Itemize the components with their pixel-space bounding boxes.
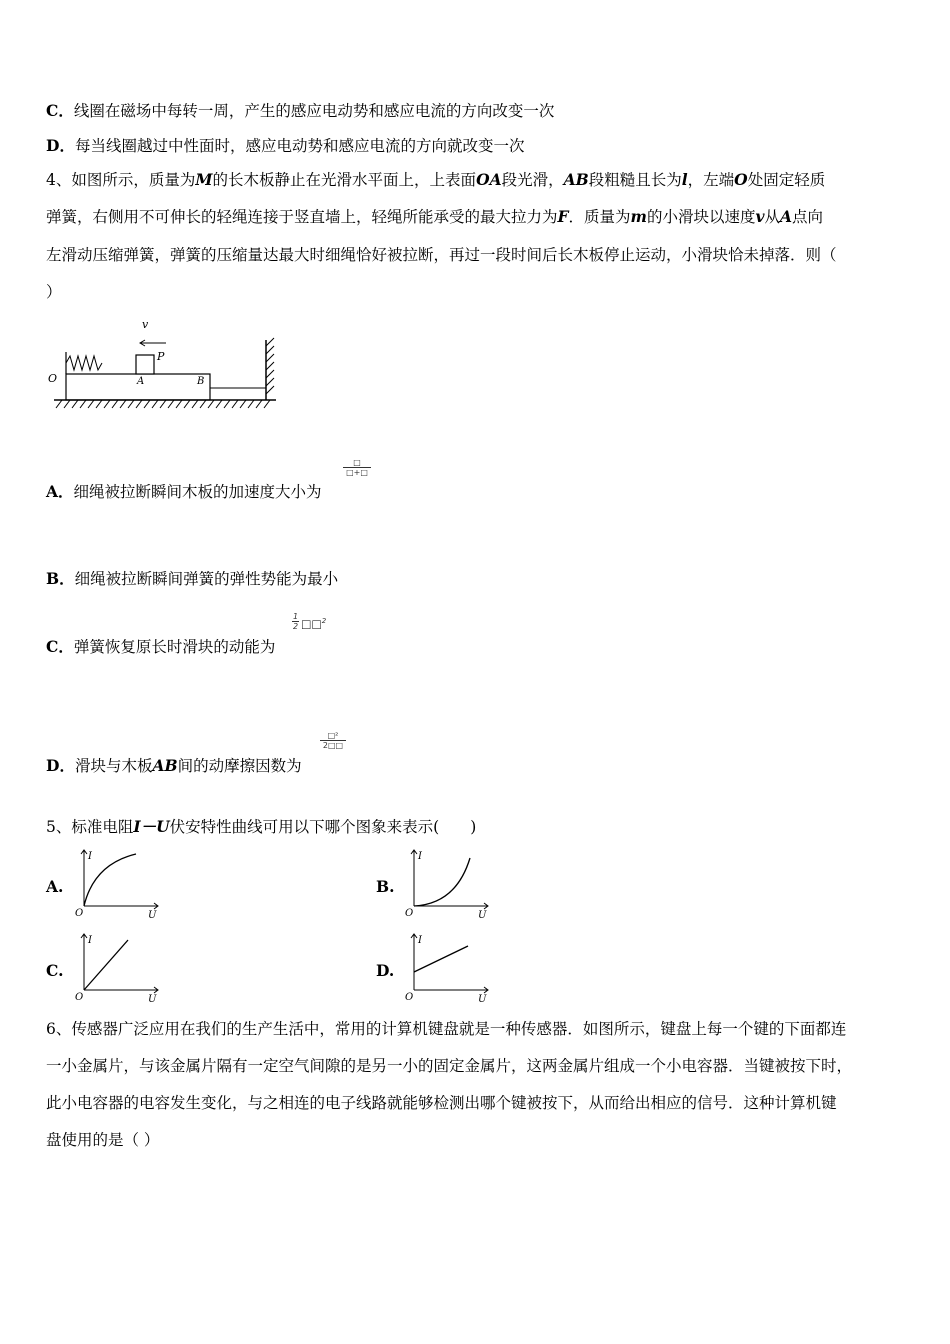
q5-graph-b [402,846,494,918]
q4-option-d-label: D． [46,756,75,775]
q4-text: ．质量为 [568,208,631,226]
q5-var-iu: I－U [133,817,170,836]
q4-option-c [46,637,275,657]
label-i: I [418,935,422,946]
q6-stem-line-2: 一小金属片，与该金属片隔有一定空气间隙的是另一小的固定金属片，这两金属片组成一个小电容器．当键被按下时， [46,1057,853,1075]
spring [66,356,102,370]
label-u: U [148,910,157,918]
q4-spring-board-figure [44,312,284,416]
slider-block [136,355,154,374]
label-i: I [88,851,92,862]
q4-text: ，左端 [687,171,735,189]
q4-var-F: F [557,207,569,226]
fraction-denominator: 2□□ [320,740,346,750]
q4-option-d-text: 间的动摩擦因数为 [177,757,302,775]
label-b: B [197,376,205,387]
label-o: O [48,372,58,385]
q4-option-c-label: C． [46,637,74,656]
iu-line [414,946,468,972]
q4-var-m: m [630,207,647,226]
q4-var-O: O [734,170,748,189]
label-o: O [405,992,414,1002]
q5-option-a-label: A. [46,877,64,896]
q4-text: 点向 [792,208,824,226]
q5-option-c-label: C. [46,961,64,980]
q5-option-d-label: D. [376,961,395,980]
q5-option-b-label: B. [376,877,395,896]
q6-stem-line-3: 此小电容器的电容发生变化，与之相连的电子线路就能够检测出哪个键被按下，从而给出相应的信号．这种计算机键 [46,1094,837,1112]
q4-option-c-symbols [301,617,326,631]
q4-stem-line-3: 左滑动压缩弹簧，弹簧的压缩量达最大时细绳恰好被拉断，再过一段时间后长木板停止运动，小滑块恰未掉落．则（ [46,246,837,264]
q3-option-c-label: C． [46,101,74,120]
q4-stem-line-2 [46,207,823,227]
label-p: P [157,350,165,363]
q4-var-M: M [195,170,213,189]
q5-graph-d [402,930,494,1002]
q3-option-d [46,136,524,156]
q4-option-a-text: 细绳被拉断瞬间木板的加速度大小为 [73,483,322,501]
q4-text: 弹簧，右侧用不可伸长的轻绳连接于竖直墙上，轻绳所能承受的最大拉力为 [46,208,558,226]
q4-option-b [46,569,338,589]
q3-option-c-text: 线圈在磁场中每转一周，产生的感应电动势和感应电流的方向改变一次 [73,102,555,120]
label-a: A [137,376,145,387]
q4-stem-line-4: ） [46,283,62,301]
q4-text: 4、如图所示，质量为 [46,171,196,189]
q4-option-a-fraction [343,458,371,477]
q4-var-l: l [681,170,688,189]
q5-graph-c [72,930,164,1002]
fraction-numerator: □ [353,458,361,467]
q4-text: 的小滑块以速度 [646,208,756,226]
q4-text: 段光滑， [501,171,564,189]
q3-option-d-label: D． [46,136,75,155]
label-o: O [75,992,84,1002]
q4-option-d [46,756,302,776]
label-o: O [75,908,84,918]
label-u: U [148,994,157,1002]
q4-option-c-fraction [292,612,299,631]
wall-hatching [266,338,274,394]
q3-option-d-text: 每当线圈越过中性面时，感应电动势和感应电流的方向就改变一次 [74,137,525,155]
q4-var-v: v [755,207,765,226]
q6-stem-line-1: 6、传感器广泛应用在我们的生产生活中，常用的计算机键盘就是一种传感器．如图所示，键盘上每一个键的下面都连 [46,1020,847,1038]
q4-stem-line-1 [46,170,825,190]
q4-text: 处固定轻质 [747,171,826,189]
q4-var-AB: AB [152,756,178,775]
q4-var-OA: OA [476,170,502,189]
iu-curve [414,858,470,906]
ground-hatching [56,400,270,408]
q4-option-a [46,482,322,502]
q5-graph-a [72,846,164,918]
q5-text: 伏安特性曲线可用以下哪个图象来表示( ) [169,818,477,836]
q3-option-c [46,101,554,121]
q4-option-c-text: 弹簧恢复原长时滑块的动能为 [73,638,276,656]
q5-stem [46,817,476,837]
q5-text: 5、标准电阻 [46,818,134,836]
q4-option-b-text: 细绳被拉断瞬间弹簧的弹性势能为最小 [74,570,339,588]
label-v: v [142,318,149,331]
formula-symbols: □□ [301,617,322,631]
q4-var-A: A [780,207,793,226]
q4-option-a-label: A． [46,482,74,501]
q4-option-d-text: 滑块与木板 [74,757,153,775]
fraction-numerator: 1 [292,612,299,621]
q4-text: 从 [764,208,780,226]
formula-exponent: 2 [321,617,327,625]
label-o: O [405,908,414,918]
q4-option-d-fraction [320,731,346,750]
fraction-numerator: □² [327,731,339,740]
fraction-denominator: □+□ [343,467,371,477]
q6-stem-line-4: 盘使用的是（ ） [46,1131,160,1149]
fraction-denominator: 2 [292,622,299,631]
label-i: I [418,851,422,862]
label-u: U [478,994,487,1002]
q4-text: 的长木板静止在光滑水平面上，上表面 [212,171,477,189]
iu-line [84,940,128,990]
label-i: I [88,935,92,946]
q4-text: 段粗糙且长为 [588,171,682,189]
q4-var-AB: AB [563,170,589,189]
label-u: U [478,910,487,918]
q4-option-b-label: B． [46,569,75,588]
